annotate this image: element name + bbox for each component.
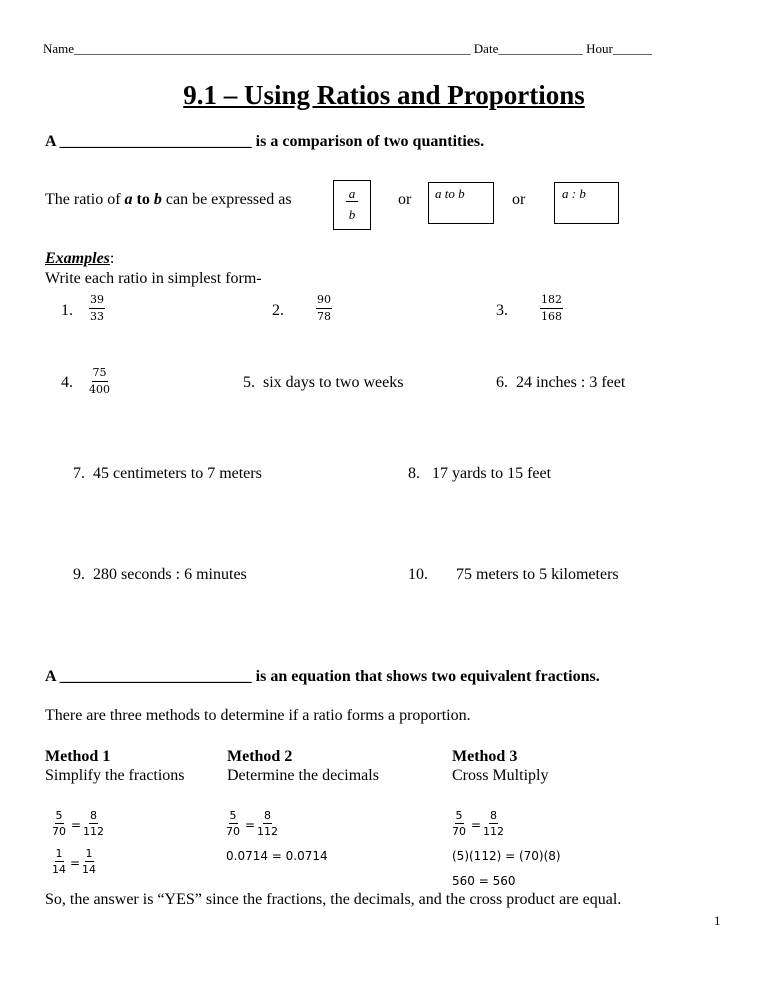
m3-frac-a xyxy=(452,809,466,838)
example-3-label: 3. xyxy=(496,302,508,319)
example-10-text: 75 meters to 5 kilometers xyxy=(456,566,619,583)
colon-form-text: a : b xyxy=(562,186,586,201)
m3-frac-a-den: 70 xyxy=(452,825,466,838)
m3-equals: = xyxy=(471,818,482,832)
hour-blank: ______ xyxy=(612,41,652,56)
example-8-text: 17 yards to 15 feet xyxy=(432,465,552,482)
examples-colon: : xyxy=(109,250,115,267)
to-form-box xyxy=(428,182,494,224)
proportion-def-text: is an equation that shows two equivalent fractions. xyxy=(255,668,600,685)
var-a: a xyxy=(124,191,133,208)
example-3-num: 182 xyxy=(540,293,563,309)
example-9-text: 280 seconds : 6 minutes xyxy=(93,566,247,583)
name-line xyxy=(43,41,652,57)
example-5 xyxy=(243,374,403,392)
example-8 xyxy=(408,465,551,483)
example-1-den: 33 xyxy=(90,310,104,323)
example-4-fraction xyxy=(89,366,110,397)
proportion-def-prefix: A xyxy=(45,668,56,685)
example-5-text: six days to two weeks xyxy=(263,374,404,391)
example-9-label: 9. xyxy=(73,566,85,583)
ratio-forms-to: to xyxy=(136,191,150,208)
example-2-num: 90 xyxy=(316,293,332,309)
m2-frac-b xyxy=(257,809,278,838)
m1-frac-d-den: 14 xyxy=(82,863,96,876)
m1-frac-c-den: 14 xyxy=(52,863,66,876)
example-1-label: 1. xyxy=(61,302,73,319)
example-2-label: 2. xyxy=(272,302,284,319)
name-blank: _____________________________________________________________ xyxy=(74,41,471,56)
page-number: 1 xyxy=(714,913,721,928)
m3-product-step: 560 = 560 xyxy=(452,874,516,888)
example-8-label: 8. xyxy=(408,465,420,482)
example-2-fraction xyxy=(316,293,332,324)
fraction-form-num: a xyxy=(346,186,358,202)
m1-frac-c-num: 1 xyxy=(55,847,63,860)
example-3-fraction xyxy=(540,293,563,324)
colon-form-box xyxy=(554,182,619,224)
date-blank: _____________ xyxy=(498,41,583,56)
m1-frac-d-num: 1 xyxy=(85,847,93,860)
proportion-definition xyxy=(45,668,600,686)
example-4-num: 75 xyxy=(92,366,108,382)
m2-frac-a-num: 5 xyxy=(229,809,237,822)
ratio-forms-sentence xyxy=(45,191,292,209)
m1-frac-b xyxy=(83,809,104,838)
fraction-form-den: b xyxy=(348,207,356,222)
m1-frac-c xyxy=(52,847,66,876)
m1-frac-a-num: 5 xyxy=(55,809,63,822)
example-6-label: 6. xyxy=(496,374,508,391)
m1-equals-1: = xyxy=(71,818,82,832)
example-4-label: 4. xyxy=(61,374,73,391)
proportion-def-blank: ________________________ xyxy=(59,668,252,685)
example-5-label: 5. xyxy=(243,374,255,391)
m2-frac-b-den: 112 xyxy=(257,825,278,838)
ratio-def-blank: ________________________ xyxy=(59,133,252,150)
methods-intro: There are three methods to determine if a ratio forms a proportion. xyxy=(45,707,471,724)
ratio-definition xyxy=(45,133,484,151)
hour-label: Hour xyxy=(586,41,613,56)
m2-frac-a xyxy=(226,809,240,838)
m2-frac-b-num: 8 xyxy=(264,809,271,822)
fraction-form-box xyxy=(333,180,371,230)
m3-frac-b-num: 8 xyxy=(490,809,497,822)
m2-equals: = xyxy=(245,818,256,832)
example-2-den: 78 xyxy=(317,310,331,323)
example-1-fraction xyxy=(89,293,105,324)
method-2-subtitle: Determine the decimals xyxy=(227,767,379,784)
method-2-title: Method 2 xyxy=(227,748,293,765)
m2-decimal-step: 0.0714 = 0.0714 xyxy=(226,849,328,863)
example-7 xyxy=(73,465,262,483)
examples-instruction: Write each ratio in simplest form- xyxy=(45,270,262,287)
conclusion: So, the answer is “YES” since the fractions, the decimals, and the cross product are equal. xyxy=(45,891,622,908)
m1-frac-a xyxy=(52,809,66,838)
page-title: 9.1 – Using Ratios and Proportions xyxy=(183,80,585,110)
examples-heading xyxy=(45,250,114,268)
m1-frac-b-den: 112 xyxy=(83,825,104,838)
m3-cross-step: (5)(112) = (70)(8) xyxy=(452,849,561,863)
m2-frac-a-den: 70 xyxy=(226,825,240,838)
m1-equals-2: = xyxy=(70,856,81,870)
to-form-text: a to b xyxy=(435,186,465,201)
m1-frac-a-den: 70 xyxy=(52,825,66,838)
m3-frac-a-num: 5 xyxy=(455,809,463,822)
example-6 xyxy=(496,374,625,392)
method-1-subtitle: Simplify the fractions xyxy=(45,767,185,784)
example-7-label: 7. xyxy=(73,465,85,482)
var-b: b xyxy=(153,191,162,208)
example-6-text: 24 inches : 3 feet xyxy=(516,374,626,391)
example-9 xyxy=(73,566,247,584)
ratio-forms-lead: The ratio of xyxy=(45,191,121,208)
date-label: Date xyxy=(473,41,499,56)
name-label: Name xyxy=(43,41,75,56)
method-1-title: Method 1 xyxy=(45,748,111,765)
method-3-title: Method 3 xyxy=(452,748,518,765)
example-3-den: 168 xyxy=(541,310,562,323)
examples-heading-text: Examples xyxy=(45,250,110,267)
ratio-def-prefix: A xyxy=(45,133,56,150)
or-2: or xyxy=(512,191,526,208)
m3-frac-b xyxy=(483,809,504,838)
example-4-den: 400 xyxy=(89,383,110,396)
example-7-text: 45 centimeters to 7 meters xyxy=(93,465,262,482)
example-10-label: 10. xyxy=(408,566,428,583)
m1-frac-d xyxy=(82,847,96,876)
or-1: or xyxy=(398,191,412,208)
ratio-forms-end: can be expressed as xyxy=(165,191,292,208)
method-3-subtitle: Cross Multiply xyxy=(452,767,549,784)
m1-frac-b-num: 8 xyxy=(90,809,97,822)
ratio-def-text: is a comparison of two quantities. xyxy=(255,133,485,150)
example-1-num: 39 xyxy=(89,293,105,309)
m3-frac-b-den: 112 xyxy=(483,825,504,838)
